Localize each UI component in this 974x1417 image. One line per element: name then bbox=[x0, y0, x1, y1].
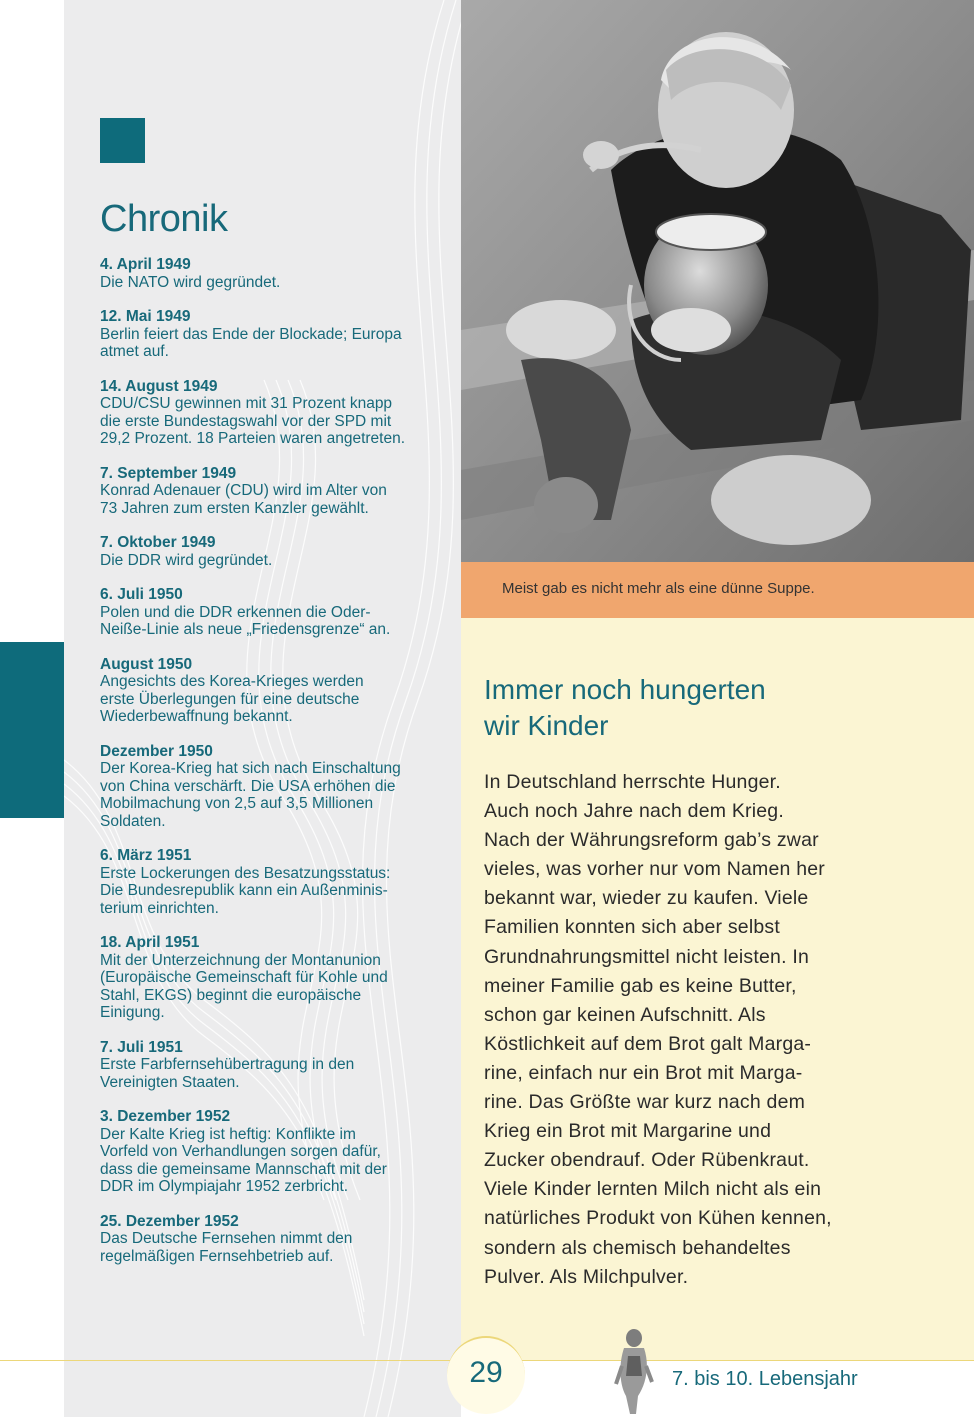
story-line: Zucker obendrauf. Oder Rübenkraut. bbox=[484, 1149, 810, 1172]
story-line: rine. Das Größte war kurz nach dem bbox=[484, 1091, 806, 1114]
story-title bbox=[484, 672, 904, 744]
entry-text-line: regelmäßigen Fernsehbetrieb auf. bbox=[100, 1247, 334, 1265]
entry-date: 3. Dezember 1952 bbox=[100, 1108, 231, 1125]
teal-square-marker bbox=[100, 118, 145, 163]
story-line: Viele Kinder lernten Milch nicht als ein bbox=[484, 1178, 822, 1201]
story-line: Auch noch Jahre nach dem Krieg. bbox=[484, 800, 784, 823]
chronik-entries bbox=[100, 256, 440, 1282]
chapter-tab-marker bbox=[0, 642, 64, 818]
entry-text-line: Mit der Unterzeichnung der Montanunion bbox=[100, 951, 381, 969]
entry-date: 7. September 1949 bbox=[100, 464, 237, 482]
entry-text-line: Der Kalte Krieg ist heftig: Konflikte im bbox=[100, 1125, 356, 1143]
chronik-entry bbox=[100, 743, 440, 831]
entry-text-line: Das Deutsche Fernsehen nimmt den bbox=[100, 1230, 353, 1247]
entry-date: August 1950 bbox=[100, 655, 193, 673]
entry-date: 14. August 1949 bbox=[100, 377, 218, 395]
story-line: natürliches Produkt von Kühen kennen, bbox=[484, 1207, 832, 1230]
chronik-entry bbox=[100, 308, 440, 361]
chronik-entry bbox=[100, 586, 440, 639]
entry-text-line: Die DDR wird gegründet. bbox=[100, 551, 273, 569]
entry-text-line: DDR im Olympiajahr 1952 zerbricht. bbox=[100, 1178, 349, 1195]
entry-text-line: Berlin feiert das Ende der Blockade; Europa bbox=[100, 325, 402, 343]
story-line: bekannt war, wieder zu kaufen. Viele bbox=[484, 887, 809, 910]
entry-date: 18. April 1951 bbox=[100, 934, 200, 951]
chronik-entry bbox=[100, 1213, 440, 1266]
entry-text-line: CDU/CSU gewinnen mit 31 Prozent knapp bbox=[100, 395, 393, 412]
chronik-entry bbox=[100, 847, 440, 917]
page-number: 29 bbox=[469, 1356, 503, 1389]
story-body bbox=[484, 768, 954, 1292]
entry-text-line: Erste Farbfernsehübertragung in den bbox=[100, 1056, 355, 1073]
entry-text-line: terium einrichten. bbox=[100, 899, 219, 917]
entry-date: 6. März 1951 bbox=[100, 847, 192, 864]
entry-text-line: Neiße-Linie als neue „Friedensgrenze“ an. bbox=[100, 621, 391, 638]
entry-text-line: erste Überlegungen für eine deutsche bbox=[100, 690, 360, 708]
entry-text-line: Einigung. bbox=[100, 1004, 165, 1021]
chronik-entry bbox=[100, 656, 440, 726]
story-line: Familien konnten sich aber selbst bbox=[484, 916, 780, 939]
story-line: schon gar keinen Aufschnitt. Als bbox=[484, 1003, 766, 1026]
entry-text-line: atmet auf. bbox=[100, 343, 169, 360]
entry-date: Dezember 1950 bbox=[100, 742, 213, 760]
entry-text-line: Polen und die DDR erkennen die Oder- bbox=[100, 603, 371, 621]
chronik-entry bbox=[100, 534, 440, 569]
chronik-entry bbox=[100, 378, 440, 448]
entry-date: 12. Mai 1949 bbox=[100, 308, 191, 325]
chronik-entry bbox=[100, 1108, 440, 1196]
story-line: Krieg ein Brot mit Margarine und bbox=[484, 1120, 772, 1143]
entry-text-line: 73 Jahren zum ersten Kanzler gewählt. bbox=[100, 499, 369, 517]
entry-text-line: Konrad Adenauer (CDU) wird im Alter von bbox=[100, 482, 387, 499]
story-line: meiner Familie gab es keine Butter, bbox=[484, 974, 797, 997]
entry-text-line: Die Bundesrepublik kann ein Außenminis- bbox=[100, 882, 388, 899]
entry-text-line: Wiederbewaffnung bekannt. bbox=[100, 708, 293, 725]
story-line: In Deutschland herrschte Hunger. bbox=[484, 771, 781, 793]
story-title-line: Immer noch hungerten bbox=[484, 674, 766, 705]
chronik-entry bbox=[100, 465, 440, 518]
chronik-entry bbox=[100, 256, 440, 291]
photo-illustration bbox=[461, 0, 974, 562]
entry-text-line: Erste Lockerungen des Besatzungsstatus: bbox=[100, 864, 391, 882]
story-line: Pulver. Als Milchpulver. bbox=[484, 1265, 689, 1288]
entry-text-line: Mobilmachung von 2,5 auf 3,5 Millionen bbox=[100, 795, 374, 812]
boy-eating-soup-photo bbox=[461, 0, 974, 562]
entry-text-line: die erste Bundestagswahl vor der SPD mit bbox=[100, 412, 392, 430]
entry-date: 7. Oktober 1949 bbox=[100, 534, 216, 551]
chronik-title: Chronik bbox=[100, 198, 228, 240]
chronik-entry bbox=[100, 934, 440, 1022]
entry-text-line: 29,2 Prozent. 18 Parteien waren angetreten. bbox=[100, 430, 406, 447]
chronik-entry bbox=[100, 1039, 440, 1092]
story-line: vieles, was vorher nur vom Namen her bbox=[484, 858, 825, 881]
entry-text-line: Vereinigten Staaten. bbox=[100, 1073, 240, 1091]
entry-text-line: Soldaten. bbox=[100, 812, 166, 830]
chapter-age-label: 7. bis 10. Lebensjahr bbox=[672, 1368, 858, 1390]
story-line: rine, einfach nur ein Brot mit Marga- bbox=[484, 1061, 803, 1084]
story-line: Grundnahrungsmittel nicht leisten. In bbox=[484, 945, 809, 968]
entry-date: 25. Dezember 1952 bbox=[100, 1212, 239, 1230]
story-title-line: wir Kinder bbox=[484, 710, 609, 741]
story-line: sondern als chemisch behandeltes bbox=[484, 1236, 791, 1259]
entry-text-line: Angesichts des Korea-Krieges werden bbox=[100, 673, 364, 690]
entry-text-line: (Europäische Gemeinschaft für Kohle und bbox=[100, 969, 388, 986]
entry-text-line: Die NATO wird gegründet. bbox=[100, 273, 281, 291]
entry-text-line: Stahl, EKGS) beginnt die europäische bbox=[100, 986, 362, 1004]
entry-text-line: dass die gemeinsame Mannschaft mit der bbox=[100, 1160, 387, 1178]
entry-date: 7. Juli 1951 bbox=[100, 1038, 183, 1056]
entry-date: 4. April 1949 bbox=[100, 256, 191, 273]
child-figurine-icon bbox=[610, 1326, 658, 1416]
entry-date: 6. Juli 1950 bbox=[100, 586, 183, 603]
entry-text-line: Vorfeld von Verhandlungen sorgen dafür, bbox=[100, 1143, 381, 1160]
photo-caption: Meist gab es nicht mehr als eine dünne Suppe. bbox=[502, 580, 815, 597]
entry-text-line: von China verschärft. Die USA erhöhen die bbox=[100, 777, 396, 795]
story-line: Nach der Währungsreform gab’s zwar bbox=[484, 829, 819, 852]
entry-text-line: Der Korea-Krieg hat sich nach Einschaltung bbox=[100, 760, 401, 777]
story-line: Köstlichkeit auf dem Brot galt Marga- bbox=[484, 1032, 812, 1055]
